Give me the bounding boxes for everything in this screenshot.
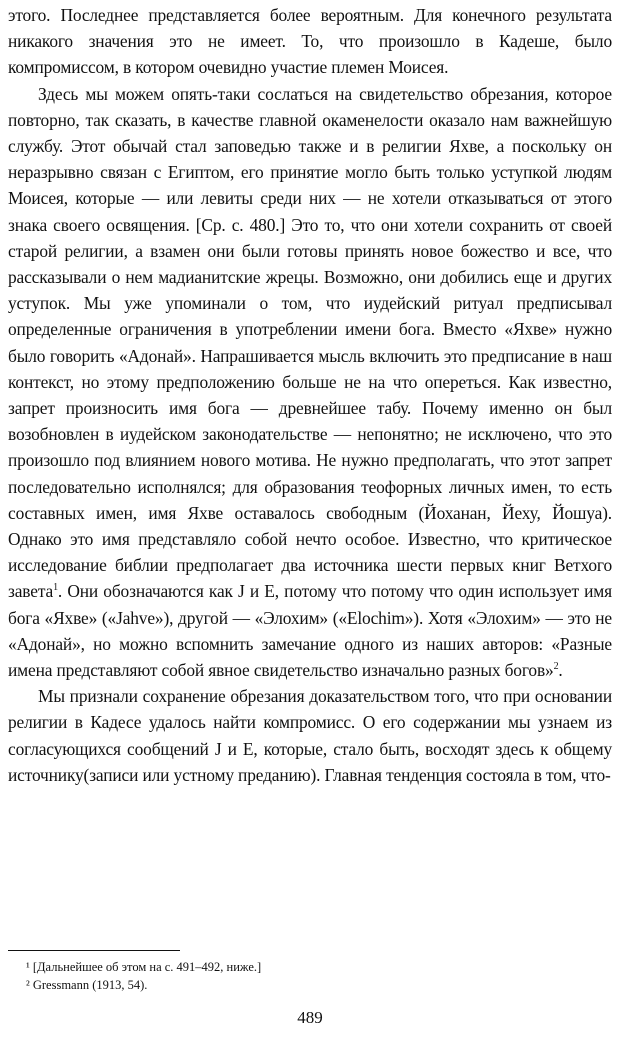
footnote-ref-2: 2	[553, 661, 559, 673]
page-number: 489	[297, 1008, 323, 1027]
footnote-divider	[8, 950, 180, 951]
paragraph-2-continuation: Они обозначаются как J и E, потому что потому что один использует имя бога «Яхве» («Jahve»), другой — «Элохим» («Elochim»). Хотя «Элохим» — это не «Адонай», но можно вспомнить замечание одного из наших авторов: «Разные имена представляют собой явное свидетельство изначально разных богов»	[8, 581, 612, 681]
paragraph-2-text: Здесь мы можем опять-таки сослаться на свидетельство обрезания, которое повторно, так сказать, в качестве главной окаменелости оказало нам важнейшую службу. Этот обычай стал заповедью также и в религии Яхве, а поскольку он неразрывно связан с Египтом, его принятие могло быть только уступкой людям Моисея, которые — или левиты среди них — не хотели отказываться от этого знака своего освящения. [Ср. с. 480.] Это то, что они хотели сохранить от своей старой религии, а взамен они были готовы принять новое божество и все, что рассказывали о нем мадианитские жрецы. Возможно, они добились еще и других уступок. Мы уже упоминали о том, что иудейский ритуал предписывал определенные ограничения в употреблении имени бога. Вместо «Яхве» нужно было говорить «Адонай». Напрашивается мысль включить это предписание в наш контекст, но этому предположению больше не на что опереться. Как известно, запрет произносить имя бога — древнейшее табу. Почему именно он был возобновлен в иудейском законодательстве — непонятно; не исключено, что это произошло под влиянием нового мотива. Не нужно предполагать, что этот запрет последовательно исполнялся; для образования теофорных личных имен, то есть составных имен, имя Яхве оставалось свободным (Йоханан, Йеху, Йошуа). Однако это имя представляло собой нечто особое. Известно, что критическое исследование библии предполагает два источника шести первых книг Ветхого завета	[8, 83, 612, 602]
footnote-1: ¹ [Дальнейшее об этом на с. 491–492, ниже.]	[26, 960, 262, 974]
footnote-ref-1: 1	[53, 582, 58, 594]
body-text	[8, 2, 612, 788]
paragraph-2: Здесь мы можем опять-таки сослаться на свидетельство обрезания, которое повторно, так сказать, в качестве главной окаменелости оказало нам важнейшую службу. Этот обычай стал заповедью также и в религии Яхве, а поскольку он неразрывно связан с Египтом, его принятие могло быть только уступкой людям Моисея, которые — или левиты среди них — не хотели отказываться от этого знака своего освящения. [Ср. с. 480.] Это то, что они хотели сохранить от своей старой религии, а взамен они были готовы принять новое божество и все, что рассказывали о нем мадианитские жрецы. Возможно, они добились еще и других уступок. Мы уже упоминали о том, что иудейский ритуал предписывал определенные ограничения в употреблении имени бога. Вместо «Яхве» нужно было говорить «Адонай». Напрашивается мысль включить это предписание в наш контекст, но этому предположению больше не на что опереться. Как известно, запрет произносить имя бога — древнейшее табу. Почему именно он был возобновлен в иудейском законодательстве — непонятно; не исключено, что это произошло под влиянием нового мотива. Не нужно предполагать, что этот запрет последовательно исполнялся; для образования теофорных личных имен, то есть составных имен, имя Яхве оставалось свободным (Йоханан, Йеху, Йошуа). Однако это имя представляло собой нечто особое. Известно, что критическое исследование библии предполагает два источника шести первых книг Ветхого завета$^1$. Они обозначаются как J и E, потому что потому что один использует имя бога «Яхве» («Jahve»), другой — «Элохим» («Elochim»). Хотя «Элохим» — это не «Адонай», но можно вспомнить замечание одного из наших авторов: «Разные имена представляют собой явное свидетельство изначально разных богов»$^2$.	[8, 83, 612, 681]
footnotes	[26, 958, 586, 994]
paragraph-3: Мы признали сохранение обрезания доказательством того, что при основании религии в Кадесе удалось найти компромисс. О его содержании мы узнаем из согласующихся сообщений J и E, которые, стало быть, восходят здесь к общему источнику(записи или устному преданию). Главная тенденция состояла в том, что-	[8, 686, 612, 785]
paragraph-1: этого. Последнее представляется более вероятным. Для конечного результата никакого значения это не имеет. То, что произошло в Кадеше, было компромиссом, в котором очевидно участие племен Моисея.	[8, 5, 612, 78]
footnote-2: ² Gressmann (1913, 54).	[26, 978, 148, 992]
